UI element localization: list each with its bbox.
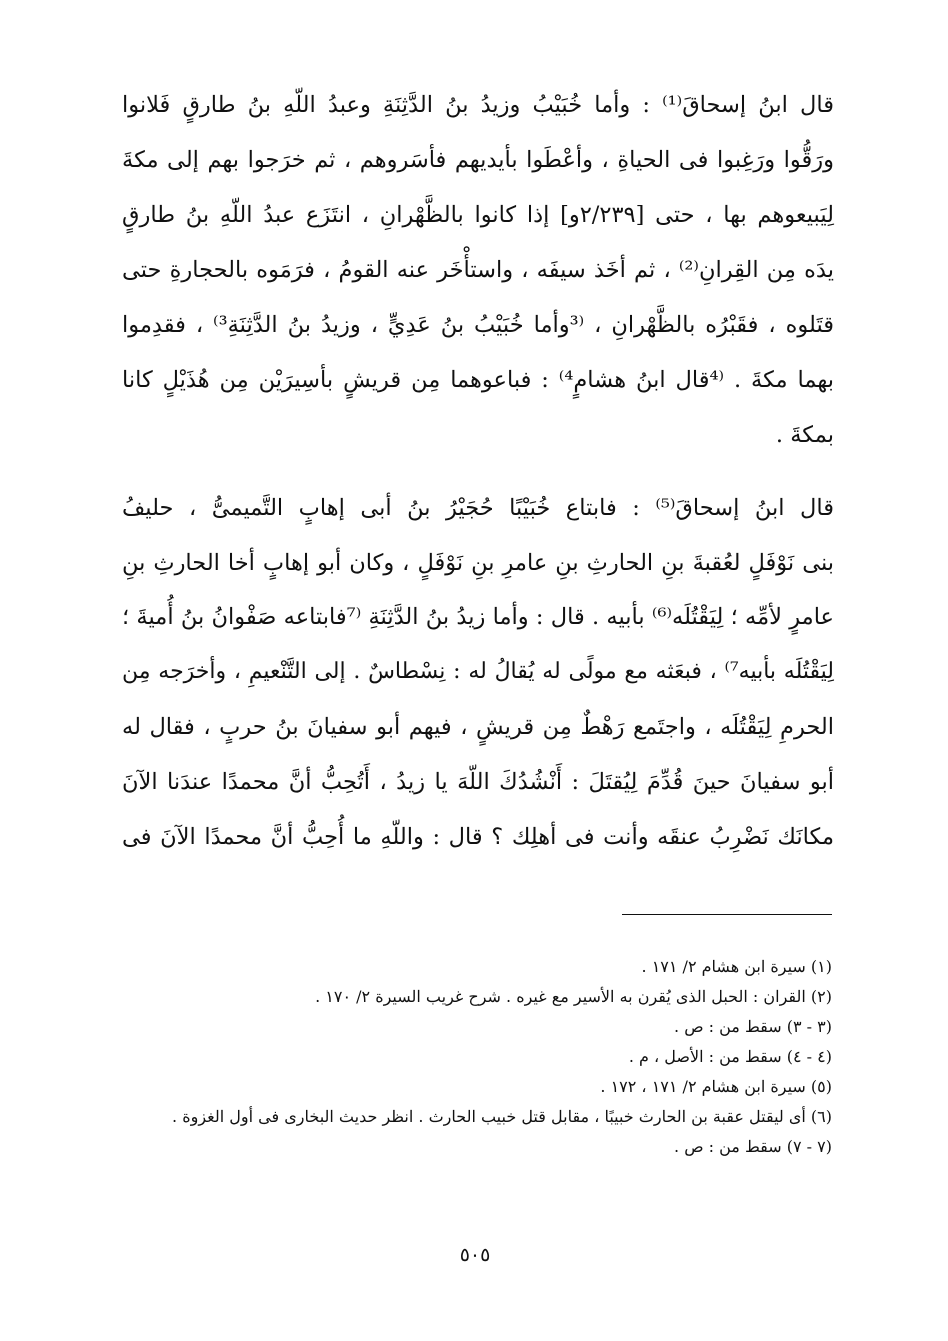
text-line: قال ابنُ إسحاقَ⁽¹⁾ : وأما خُبَيْبُ وزيدُ بنُ الدَّثِنَةِ وعبدُ اللّهِ بنُ طارقٍ فَلانوا xyxy=(122,92,834,118)
text-line: قتَلوه ، فقَبْرُه بالظَّهْرانِ ، ⁽³وأما خُبَيْبُ بنُ عَدِيٍّ ، وزيدُ بنُ الدَّثِنَةِ³⁾ ، فقدِموا xyxy=(122,312,834,338)
text-line: مكانَك نَضْرِبُ عنقَه وأنت فى أهلِك ؟ قال : واللّهِ ما أُحِبُّ أنَّ محمدًا الآنَ فى xyxy=(122,824,834,850)
text-line: عامرٍ لأمِّه ؛ لِيَقْتُلَه⁽⁶⁾ بأبيه . قال : وأما زيدُ بنُ الدَّثِنَةِ ⁽⁷فابتاعه صَفْوانُ بنُ أُميةَ ؛ xyxy=(122,604,834,630)
text-line: لِيَبيعوهم بها ، حتى [٢/٢٣٩و] إذا كانوا بالظَّهْرانِ ، انتَزَع عبدُ اللّهِ بنُ طارقٍ xyxy=(122,202,834,228)
text-line: يدَه مِن القِرانِ⁽²⁾ ، ثم أخَذ سيفَه ، واستأْخَر عنه القومُ ، فرَمَوه بالحجارةِ حتى xyxy=(122,257,834,283)
text-line: بمكةَ . xyxy=(775,422,834,448)
footnote: (١) سيرة ابن هشام ٢/ ١٧١ . xyxy=(641,957,832,976)
text-line: بنى نَوْفَلٍ لعُقبةَ بنِ الحارثِ بنِ عامرِ بنِ نَوْفَلٍ ، وكان أبو إهابٍ أخا الحارثِ بنِ xyxy=(122,550,834,576)
text-line: ورَقُّوا ورَغِبوا فى الحياةِ ، وأعْطَوا بأيديهم فأسَروهم ، ثم خرَجوا بهم إلى مكةَ xyxy=(122,147,834,173)
page-number: ٥٠٥ xyxy=(459,1244,491,1266)
text-line: قال ابنُ إسحاقَ⁽⁵⁾ : فابتاع خُبَيْبًا حُجَيْرُ بنُ أبى إهابٍ التَّميمىُّ ، حليفُ xyxy=(122,495,834,521)
footnote: (٧ - ٧) سقط من : ص . xyxy=(674,1137,832,1156)
text-line: لِيَقْتُلَه بأبيه⁷⁾ ، فبعَثه مع مولًى له يُقالُ له : نِسْطاسٌ . إلى التَّنْعيمِ ، وأخرَجه مِن xyxy=(122,659,834,684)
text-line: الحرمِ لِيَقْتُلَه ، واجتَمع رَهْطٌ مِن قريشٍ ، فيهم أبو سفيانَ بنُ حربٍ ، فقال له xyxy=(122,714,834,740)
footnote-divider xyxy=(622,914,832,915)
footnote: (٦) أى ليقتل عقبة بن الحارث خبيبًا ، مقابل قتل خبيب الحارث . انظر حديث البخارى فى أول الغزوة . xyxy=(172,1107,832,1126)
text-line: بهما مكةَ . ⁽⁴قال ابنُ هشامٍ⁴⁾ : فباعوهما مِن قريشٍ بأسِيرَيْن مِن هُذَيْلٍ كانا xyxy=(122,367,834,393)
text-line: أبو سفيانَ حينَ قُدِّمَ لِيُقتَلَ : أَنْشُدُكَ اللّهَ يا زيدُ ، أَتُحِبُّ أنَّ محمدًا عندَنا الآنَ xyxy=(122,769,834,795)
footnote: (٢) القران : الحبل الذى يُقرن به الأسير مع غيره . شرح غريب السيرة ٢/ ١٧٠ . xyxy=(315,987,832,1006)
footnote: (٣ - ٣) سقط من : ص . xyxy=(674,1017,832,1036)
footnote: (٥) سيرة ابن هشام ٢/ ١٧١ ، ١٧٢ . xyxy=(600,1077,832,1096)
footnote: (٤ - ٤) سقط من : الأصل ، م . xyxy=(628,1047,832,1066)
